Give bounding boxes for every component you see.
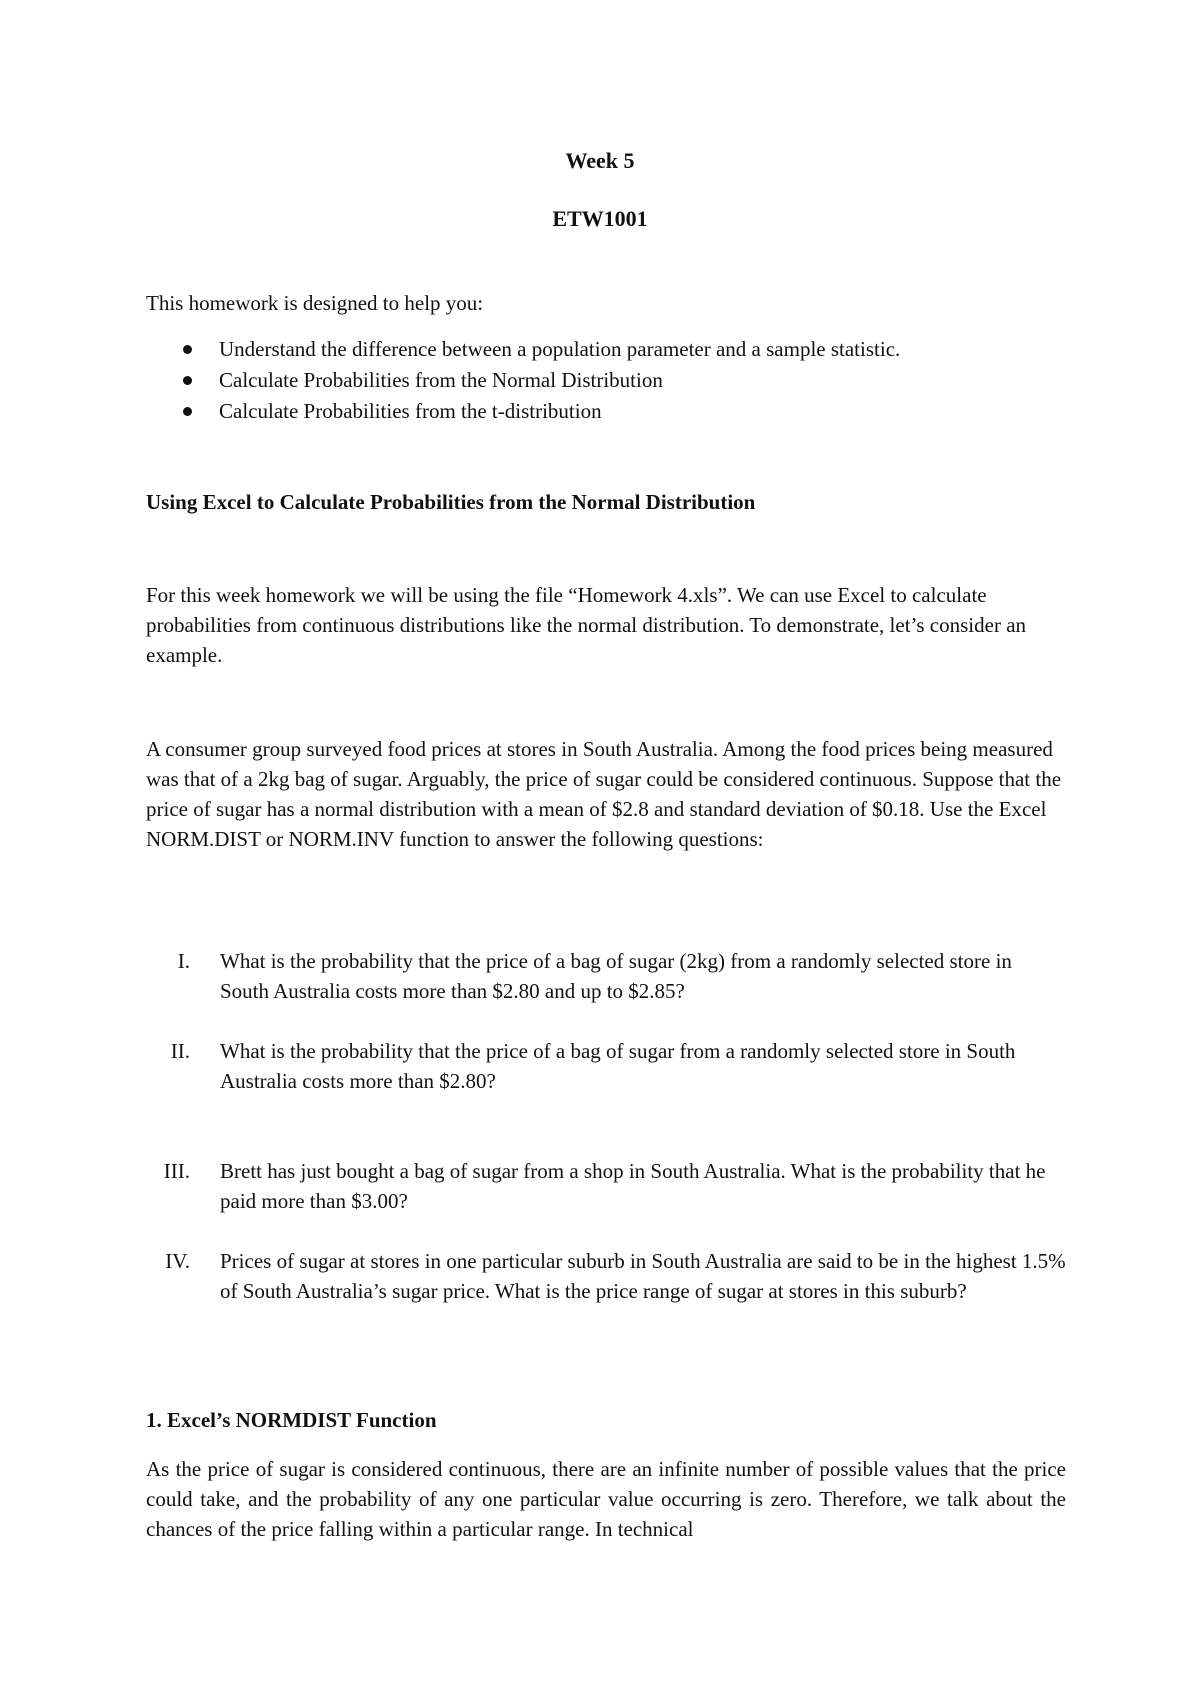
list-item: Calculate Probabilities from the t-distribution: [183, 396, 1063, 427]
question-text: What is the probability that the price of a bag of sugar (2kg) from a randomly selected store in South Australia costs more than $2.80 and up to $2.85?: [220, 949, 1012, 1003]
bullet-icon: [183, 407, 192, 416]
list-item: Calculate Probabilities from the Normal Distribution: [183, 365, 1063, 396]
question-number: I.: [177, 949, 190, 973]
bullet-icon: [183, 376, 192, 385]
question-item: [146, 1036, 1066, 1096]
question-text: Prices of sugar at stores in one particular suburb in South Australia are said to be in the highest 1.5% of South Australia’s sugar price. What is the price range of sugar at stores in this suburb?: [220, 1249, 1066, 1303]
list-item: Understand the difference between a population parameter and a sample statistic.: [183, 334, 1063, 365]
course-code: ETW1001: [552, 206, 648, 231]
bullet-icon: [183, 345, 192, 354]
question-item: [146, 1156, 1066, 1216]
week-title: Week 5: [565, 148, 635, 173]
objectives-list: [183, 334, 1063, 427]
question-item: [146, 946, 1066, 1006]
question-number: II.: [170, 1039, 190, 1063]
question-item: [146, 1246, 1066, 1306]
question-text: What is the probability that the price of a bag of sugar from a randomly selected store in South Australia costs more than $2.80?: [220, 1039, 1016, 1093]
paragraph-intro-excel: For this week homework we will be using the file “Homework 4.xls”. We can use Excel to calculate probabilities from continuous distributions like the normal distribution. To demonstrate, let’s consider an example.: [146, 583, 1027, 667]
intro-text: This homework is designed to help you:: [146, 291, 484, 315]
paragraph-sugar-example: A consumer group surveyed food prices at stores in South Australia. Among the food prices being measured was that of a 2kg bag of sugar. Arguably, the price of sugar could be considered continuous. Suppose that the price of sugar has a normal distribution with a mean of $2.8 and standard deviation of $0.18. Use the Excel NORM.DIST or NORM.INV function to answer the following questions:: [146, 737, 1062, 851]
question-text: Brett has just bought a bag of sugar from a shop in South Australia. What is the probability that he paid more than $3.00?: [220, 1159, 1046, 1213]
paragraph-normdist: As the price of sugar is considered continuous, there are an infinite number of possible values that the price could take, and the probability of any one particular value occurring is zero. Therefore, we talk about the chances of the price falling within a particular range. In technical: [146, 1457, 1066, 1541]
section-heading-normal-distribution: Using Excel to Calculate Probabilities from the Normal Distribution: [146, 490, 756, 514]
question-number: III.: [163, 1159, 190, 1183]
question-number: IV.: [165, 1249, 190, 1273]
section-heading-normdist: 1. Excel’s NORMDIST Function: [146, 1408, 437, 1432]
